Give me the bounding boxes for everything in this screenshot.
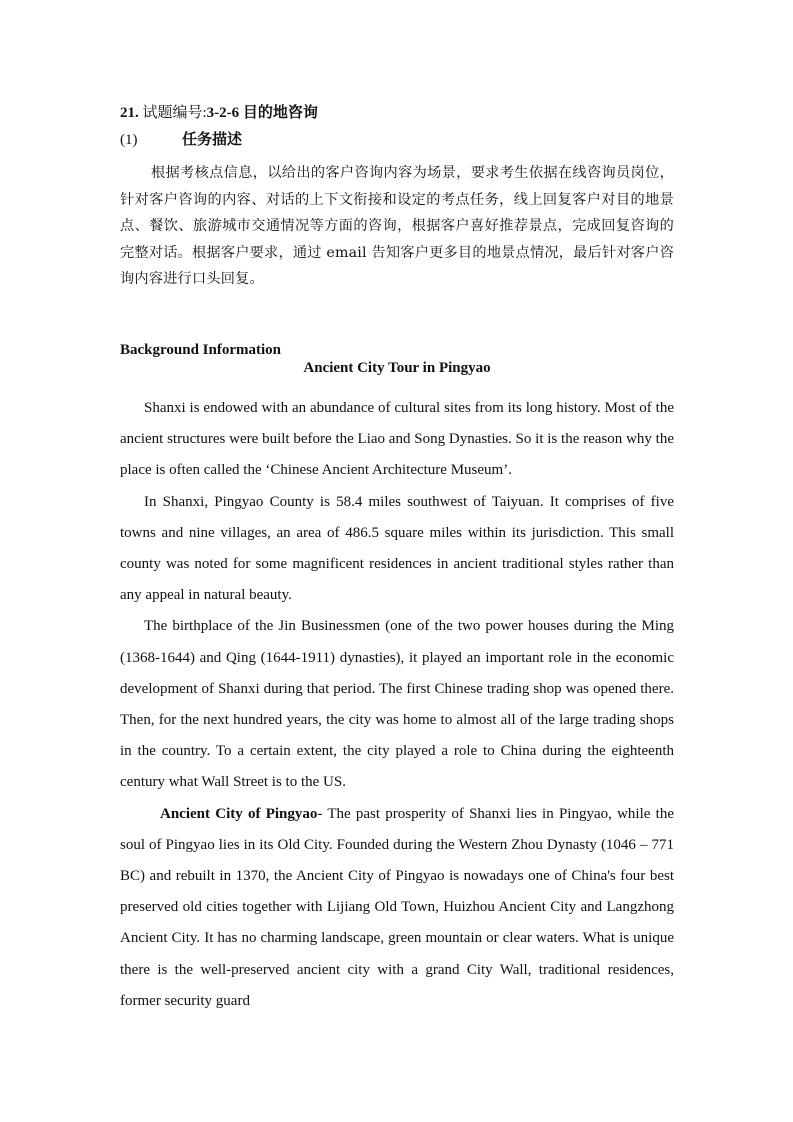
paragraph-3: The birthplace of the Jin Businessmen (one of the two power houses during the Ming (1368-1644) and Qing (1644-1911) dynasties), it played an important role in the economic development of Shanxi during that period. The first Chinese trading shop was opened there. Then, for the next hundred years, the city was home to almost all of the large trading shops in the country. To a certain extent, the city played a role to China during the eighteenth century what Wall Street is to the US.	[120, 618, 674, 791]
question-number: 21.	[120, 105, 139, 121]
paragraph-2: In Shanxi, Pingyao County is 58.4 miles southwest of Taiyuan. It comprises of five towns and nine villages, an area of 486.5 square miles within its jurisdiction. This small county was noted for some magnificent residences in ancient traditional styles rather than any appeal in natural beauty.	[120, 493, 674, 604]
paragraph-4-lead: Ancient City of Pingyao	[160, 805, 318, 822]
paragraph-1: Shanxi is endowed with an abundance of cultural sites from its long history. Most of the ancient structures were built before the Liao and Song Dynasties. So it is the reason why the place is often called the ‘Chinese Ancient Architecture Museum’.	[120, 400, 674, 479]
paragraph-4-rest: - The past prosperity of Shanxi lies in Pingyao, while the soul of Pingyao lies in its Old City. Founded during the Western Zhou Dynasty (1046 – 771 BC) and rebuilt in 1370, the Ancient City of Pingyao is nowadays one of China's four best preserved old cities together with Lijiang Old Town, Huizhou Ancient City and Langzhong Ancient City. It has no charming landscape, green mountain or clear waters. What is unique there is the well-preserved ancient city with a grand City Wall, traditional residences, former security guard	[120, 805, 674, 1009]
task-description: 根据考核点信息，以给出的客户咨询内容为场景，要求考生依据在线咨询员岗位，针对客户咨询的内容、对话的上下文衔接和设定的考点任务，线上回复客户对目的地景点、餐饮、旅游城市交通情况等方面的咨询，根据客户喜好推荐景点，完成回复咨询的完整对话。根据客户要求，通过 email 告知客户更多目的地景点情况，最后针对客户咨询内容进行口头回复。	[120, 165, 674, 287]
paragraph-4	[120, 799, 674, 1017]
document-title: Ancient City Tour in Pingyao	[303, 360, 491, 376]
question-code: 3-2-6 目的地咨询	[206, 105, 318, 121]
background-body	[120, 393, 674, 1017]
section-heading	[120, 129, 242, 151]
section-label: 任务描述	[182, 132, 243, 148]
background-label: Background Information	[120, 342, 282, 358]
question-heading	[120, 102, 318, 124]
question-label: 试题编号:	[142, 105, 207, 121]
section-number: (1)	[120, 132, 138, 148]
